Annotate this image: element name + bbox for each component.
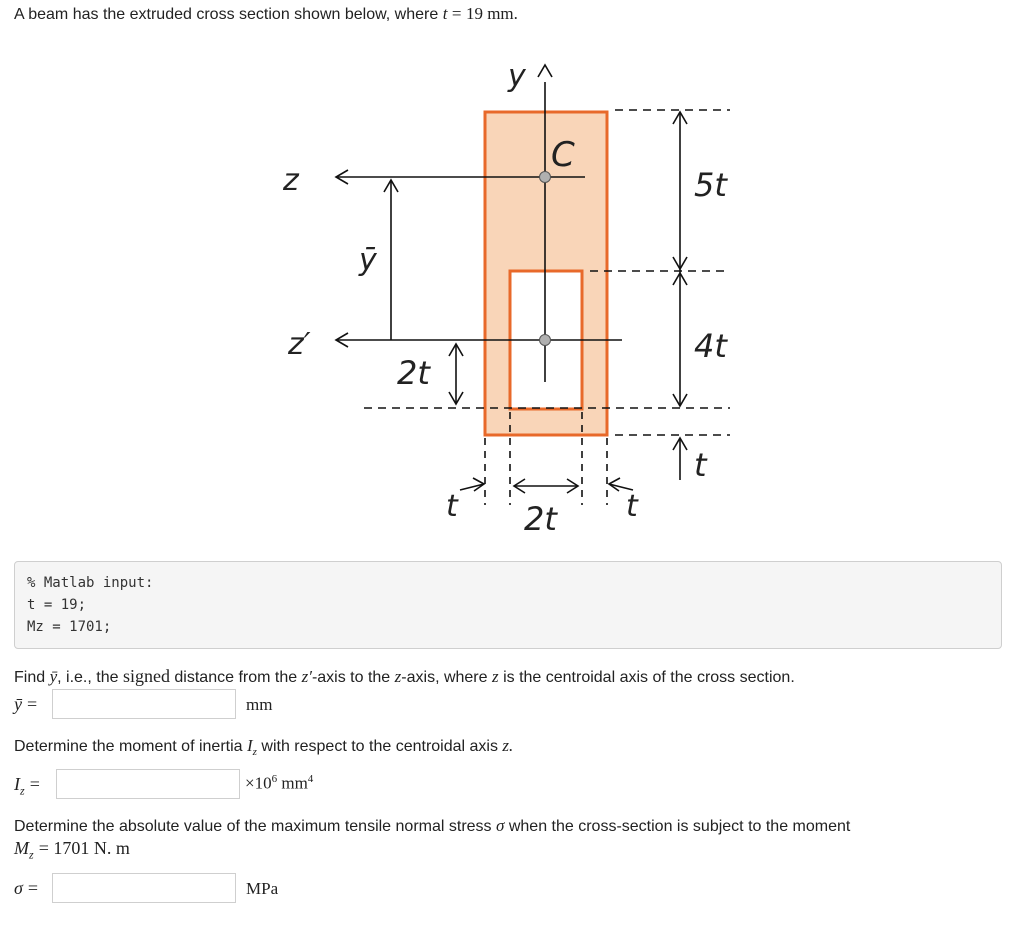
iz-answer-input[interactable] [56,769,240,799]
q3-moment-line [14,838,130,863]
q3-moment-var: M [14,838,29,858]
q3-moment-sub: z [29,847,34,862]
label-dim-5t: 5t [694,166,727,204]
q1-mid2: -axis to the [311,669,391,686]
z-prime-origin-marker [540,335,551,346]
q1-mid3: -axis, where [401,669,488,686]
q1-end: is the centroidal axis of the cross section. [503,669,795,686]
q1-signed: signed [122,666,170,686]
q1-ie: , i.e., the [57,669,119,686]
matlab-code-box [14,561,1002,649]
q3-label [14,878,38,899]
q1-z1: z [394,667,402,686]
q3-label-eq: = [27,878,39,898]
q3-label-var: σ [14,878,23,898]
ybar-answer-input[interactable] [52,689,236,719]
label-y-bar: ȳ [359,243,377,278]
code-line-3: Mz = 1701; [27,619,112,635]
intro-var: t [442,4,448,23]
label-z-prime-axis: z′ [288,327,311,362]
intro-prefix: A beam has the extruded cross section shown below, where [14,6,439,23]
q2-start: Determine the moment of inertia [14,738,243,755]
q1-mid: distance from the [174,669,298,686]
label-z-axis: z [283,163,299,198]
q1-label-var: ȳ [14,694,22,714]
q2-label-var: I [14,774,20,794]
q2-mid: with respect to the centroidal axis [261,738,498,755]
q1-find: Find [14,669,46,686]
q2-label-eq: = [29,774,40,794]
label-y-axis: y [508,59,526,94]
centroid-marker [540,172,551,183]
label-dim-2t-bottom: 2t [524,500,557,538]
intro-value: 19 mm. [465,4,518,23]
q3-prompt [14,816,850,837]
q1-z2: z [491,667,499,686]
q2-prompt [14,736,513,762]
code-line-1: % Matlab input: [27,575,154,591]
q1-prompt [14,666,795,688]
q2-unit-mm: mm [281,773,308,793]
q3-moment-value: = 1701 N. m [38,838,130,858]
q1-label-eq: = [27,694,38,714]
q2-unit-mm-exp: 4 [307,773,314,785]
q2-unit [245,773,313,794]
q1-unit: mm [246,695,273,714]
q2-axis: z. [502,736,514,755]
q3-unit: MPa [246,879,279,898]
dim-t-br-arrow [609,478,620,491]
label-centroid: C [551,135,575,175]
sigma-answer-input[interactable] [52,873,236,903]
q1-var: ȳ [49,667,58,686]
q3-end: when the cross-section is subject to the moment [508,818,851,835]
q1-label [14,694,37,715]
label-dim-4t: 4t [694,327,727,365]
label-dim-t-right: t [694,446,707,484]
q1-zp: z′ [301,667,312,686]
q2-unit-exp: 6 [271,773,278,785]
q3-start: Determine the absolute value of the maximum tensile normal stress [14,818,492,835]
q2-sub: z [252,746,257,759]
q2-unit-times: ×10 [245,773,272,793]
intro-eq: = [451,4,462,23]
label-dim-t-bottom-left: t [446,489,458,524]
q2-label-sub: z [20,783,25,798]
q2-label [14,774,40,799]
dim-t-bl-arrow [473,478,484,491]
label-dim-2t-left: 2t [397,354,430,392]
q2-var: I [247,736,253,755]
q3-var: σ [496,816,505,835]
label-dim-t-bottom-right: t [626,489,638,524]
code-line-2: t = 19; [27,597,87,613]
y-axis-arrowhead [538,65,552,77]
